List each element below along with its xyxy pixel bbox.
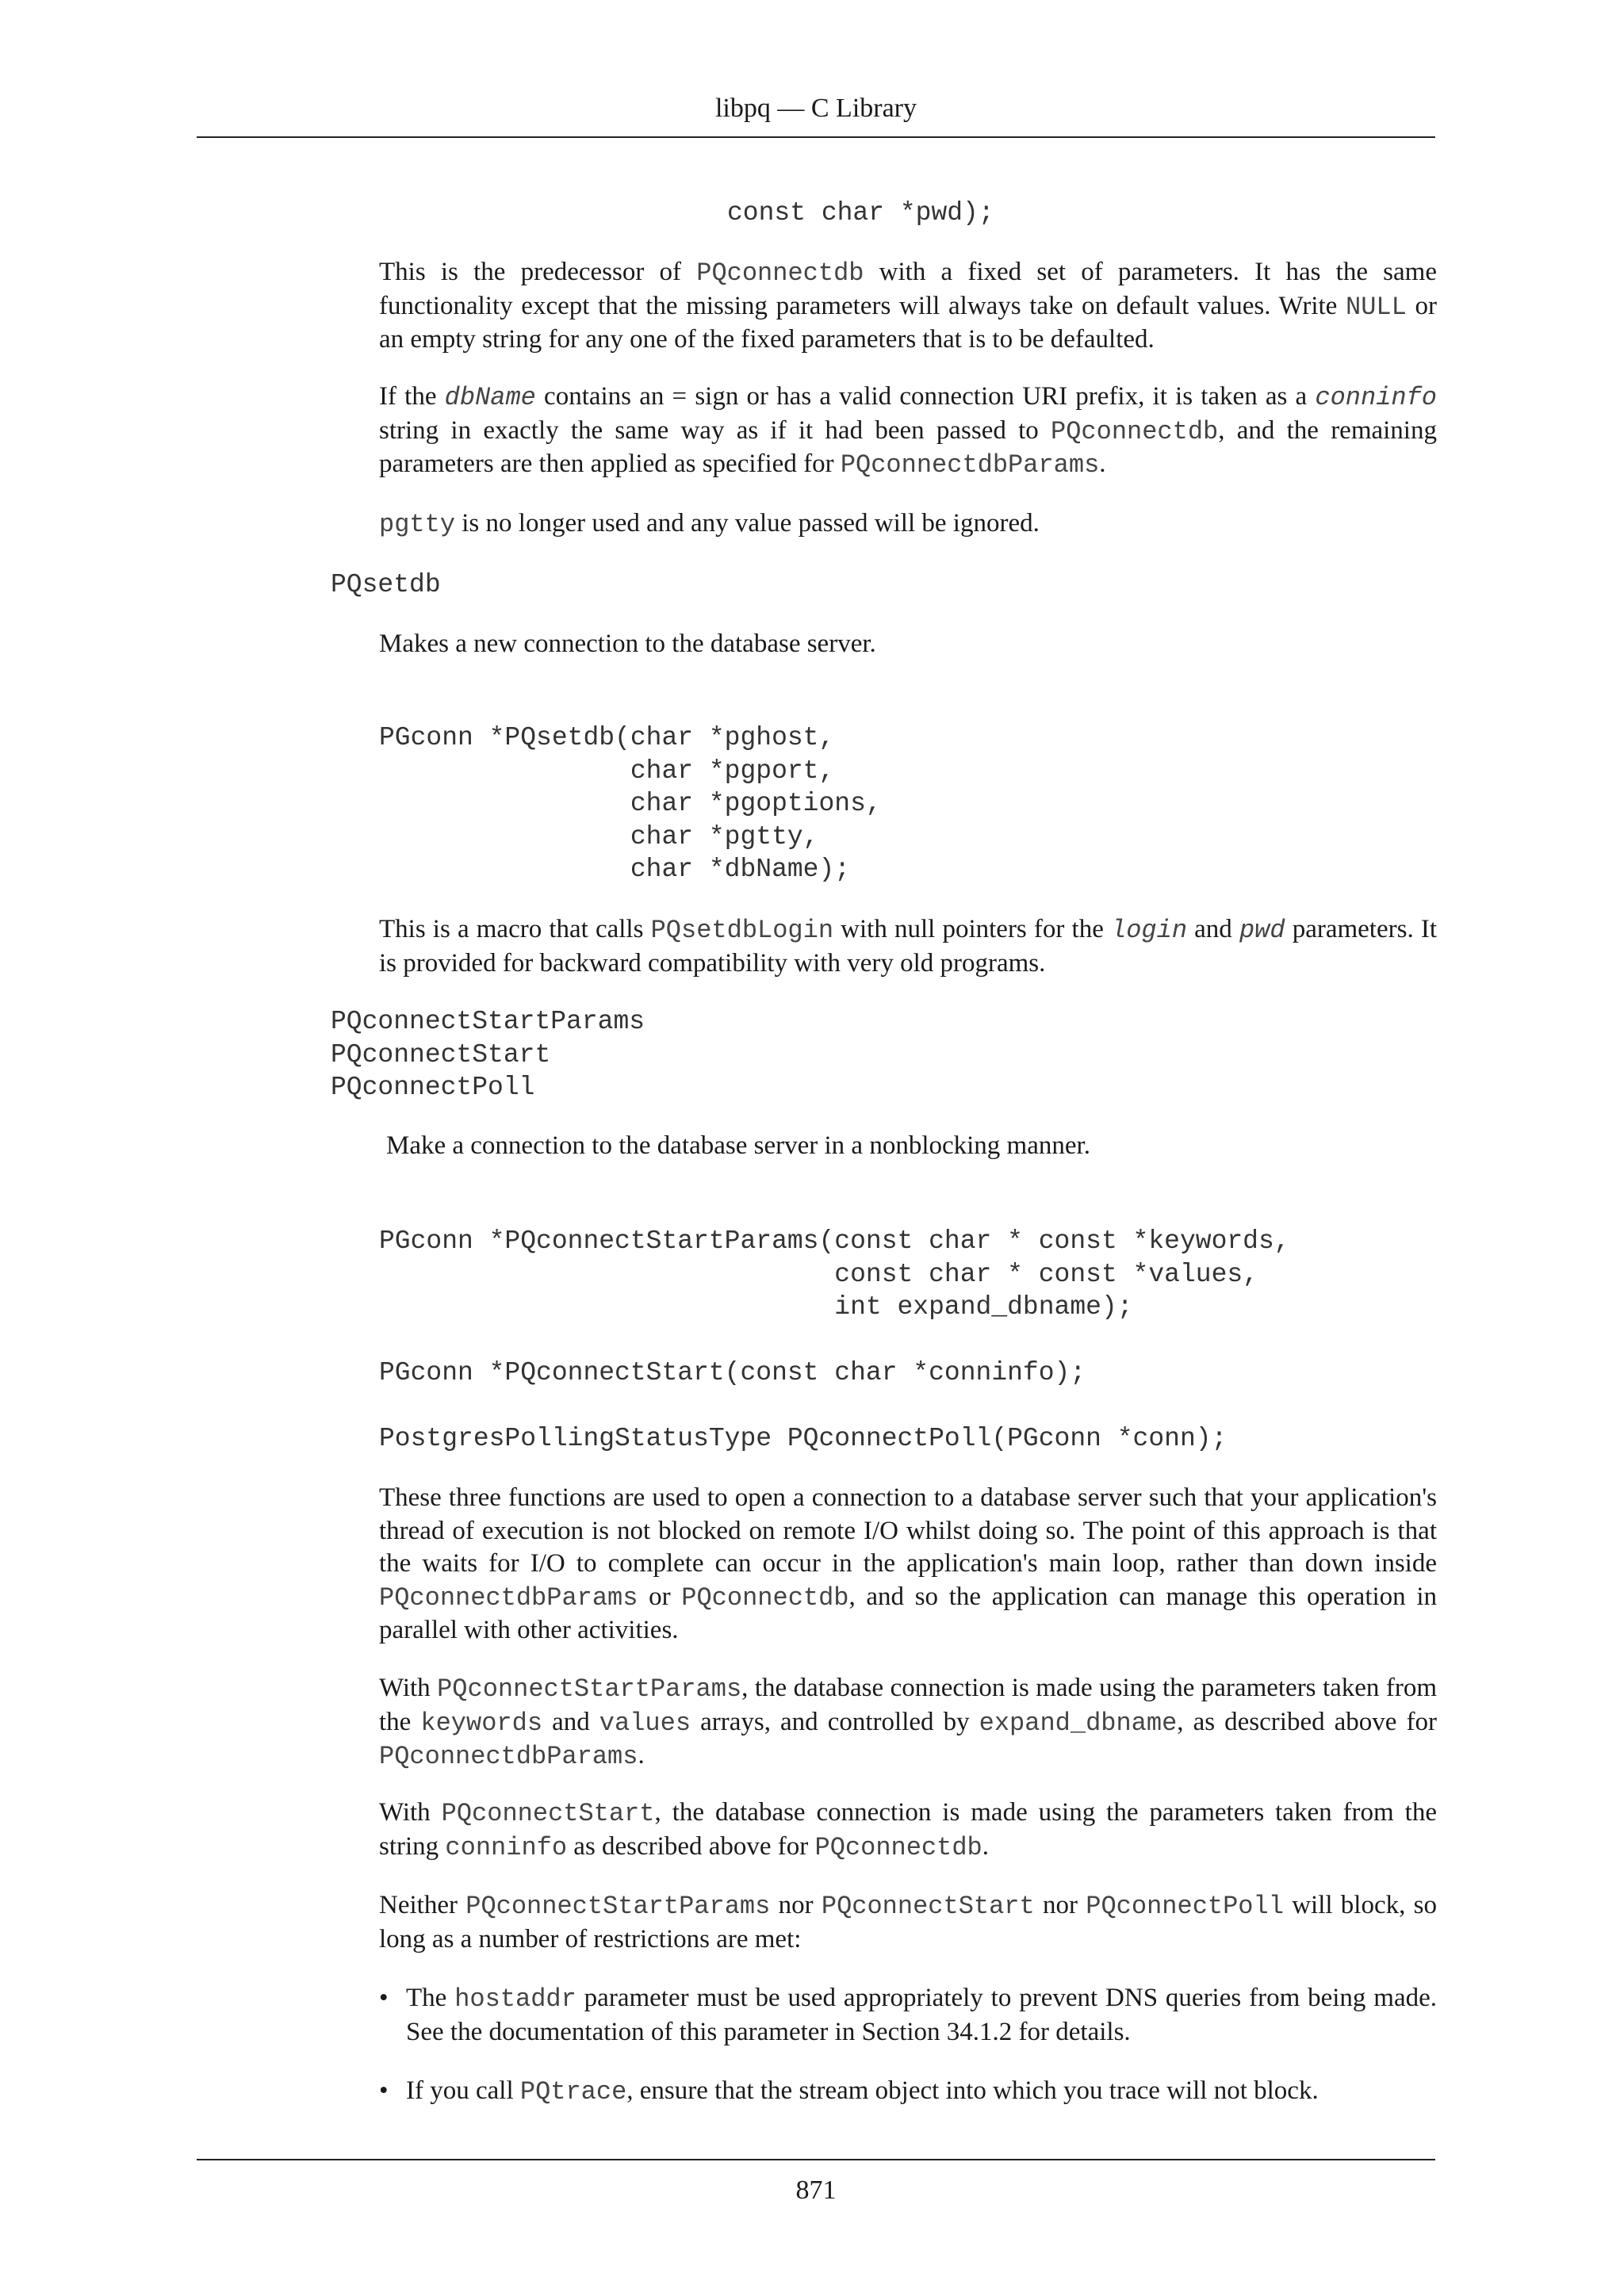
parameter-ref: login xyxy=(1111,916,1188,945)
code-ref: PQconnectdb xyxy=(1051,416,1219,446)
code-ref: PQconnectdb xyxy=(681,1582,849,1613)
function-description: Makes a new connection to the database server. xyxy=(379,629,876,658)
function-term: PQconnectStart xyxy=(331,1039,551,1070)
code-ref: values xyxy=(599,1708,691,1738)
paragraph-macro-note: This is a macro that calls PQsetdbLogin with null pointers for the login and pwd parameters. It is provided for backward compatibility with very old programs. xyxy=(379,915,1437,978)
code-ref: PQconnectPoll xyxy=(1086,1892,1284,1921)
code-ref: PQconnectStartParams xyxy=(437,1674,742,1704)
bullet-icon: • xyxy=(379,1984,389,2012)
paragraph-dbname: If the dbName contains an = sign or has a valid connection URI prefix, it is taken as a conninfo string in exactly the same way as if it had been passed to PQconnectdb, and the remaining parameters are then applied as specified for PQconnectdbParams. xyxy=(379,382,1437,480)
code-fragment: const char *pwd); xyxy=(727,198,994,228)
bullet-icon: • xyxy=(379,2076,389,2105)
code-ref: keywords xyxy=(420,1708,543,1738)
code-ref: hostaddr xyxy=(454,1984,576,2014)
code-ref: PQconnectdbParams xyxy=(379,1582,638,1613)
code-ref: PQconnectStartParams xyxy=(465,1892,771,1921)
code-ref: PQconnectdb xyxy=(696,258,864,288)
paragraph-predecessor: This is the predecessor of PQconnectdb with a fixed set of parameters. It has the same functionality except that the missing parameters will always take on default values. Write NULL or an empty string for any one of the fixed parameters that is to be defaulted. xyxy=(379,258,1437,354)
code-ref: expand_dbname xyxy=(979,1708,1178,1738)
function-term: PQconnectPoll xyxy=(331,1073,535,1102)
page-number: 871 xyxy=(795,2175,837,2205)
parameter-ref: pwd xyxy=(1239,916,1285,945)
function-term: PQsetdb xyxy=(331,570,441,599)
running-header: libpq — C Library xyxy=(714,94,917,123)
function-description: Make a connection to the database server in a nonblocking manner. xyxy=(386,1131,1090,1160)
paragraph-startparams: With PQconnectStartParams, the database connection is made using the parameters taken from the keywords and values arrays, and controlled by expand_dbname, as described above for PQconnectdbParams. xyxy=(379,1674,1437,1771)
parameter-ref: conninfo xyxy=(1315,383,1437,412)
paragraph-pgtty: pgtty is no longer used and any value passed will be ignored. xyxy=(379,509,1040,539)
paragraph-start: With PQconnectStart, the database connection is made using the parameters taken from the string conninfo as described above for PQconnectdb. xyxy=(379,1798,1437,1862)
code-ref: PQconnectdbParams xyxy=(379,1742,638,1771)
code-ref: PQconnectdb xyxy=(814,1832,982,1862)
code-ref: NULL xyxy=(1346,292,1407,322)
header-rule xyxy=(197,136,1435,138)
function-signature: PGconn *PQsetdb(char *pghost, char *pgport, char *pgoptions, char *pgtty, char *dbName); xyxy=(379,723,882,884)
code-ref: conninfo xyxy=(445,1832,568,1862)
code-ref: PQsetdbLogin xyxy=(650,916,834,945)
paragraph-nonblocking: These three functions are used to open a connection to a database server such that your application's thread of execution is not blocked on remote I/O whilst doing so. The point of this approach is that the waits for I/O to complete can occur in the application's main loop, rather than down inside PQconnectdbParams or PQconnectdb, and so the application can manage this operation in parallel with other activities. xyxy=(379,1483,1437,1644)
function-signature: PGconn *PQconnectStart(const char *conninfo); xyxy=(379,1358,1086,1387)
function-signature: PostgresPollingStatusType PQconnectPoll(PGconn *conn); xyxy=(379,1424,1228,1453)
code-ref: PQtrace xyxy=(519,2077,627,2107)
paragraph-restrictions: Neither PQconnectStartParams nor PQconnectStart nor PQconnectPoll will block, so long as a number of restrictions are met: xyxy=(379,1891,1437,1954)
code-ref: PQconnectdbParams xyxy=(840,450,1100,480)
parameter-ref: dbName xyxy=(444,383,536,412)
list-item: • If you call PQtrace, ensure that the stream object into which you trace will not block. xyxy=(379,2076,1319,2107)
function-term: PQconnectStartParams xyxy=(331,1007,645,1036)
code-ref: pgtty xyxy=(379,510,456,539)
code-ref: PQconnectStart xyxy=(441,1799,655,1828)
function-signature: PGconn *PQconnectStartParams(const char * const *keywords, const char * const *values, int expand_dbname); xyxy=(379,1226,1290,1322)
footer-rule xyxy=(197,2159,1435,2160)
list-item: • The hostaddr parameter must be used appropriately to prevent DNS queries from being made. See the documentation of this parameter in Section 34.1.2 for details. xyxy=(379,1984,1438,2046)
code-ref: PQconnectStart xyxy=(821,1892,1035,1921)
function-terms xyxy=(331,1005,645,1104)
